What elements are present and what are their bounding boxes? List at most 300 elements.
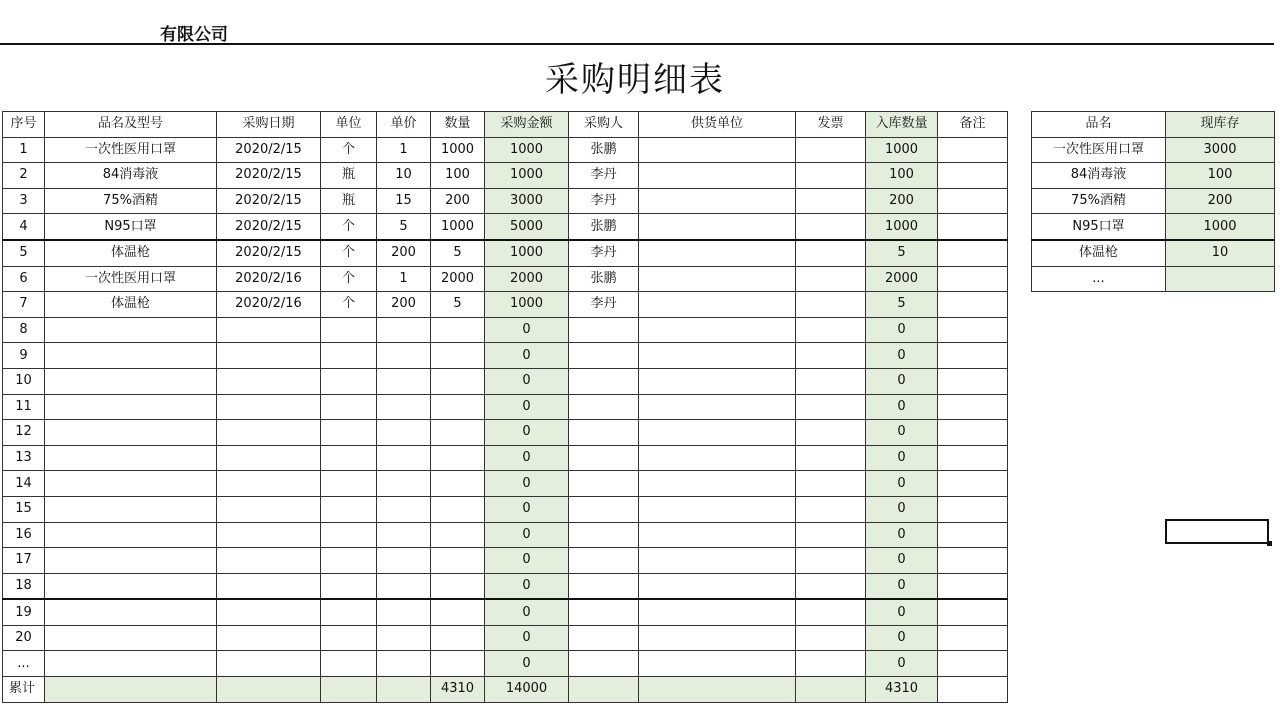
table-cell[interactable] bbox=[938, 240, 1008, 266]
table-cell[interactable] bbox=[321, 420, 377, 446]
table-cell[interactable] bbox=[569, 445, 639, 471]
table-cell[interactable] bbox=[217, 471, 321, 497]
stock-cell[interactable]: 10 bbox=[1166, 240, 1275, 266]
table-cell[interactable] bbox=[217, 420, 321, 446]
table-cell[interactable]: 瓶 bbox=[321, 188, 377, 214]
table-cell[interactable]: 体温枪 bbox=[45, 292, 217, 318]
table-cell[interactable] bbox=[639, 163, 796, 189]
table-cell[interactable]: 0 bbox=[485, 599, 569, 625]
table-cell[interactable] bbox=[45, 420, 217, 446]
table-cell[interactable] bbox=[938, 496, 1008, 522]
table-cell[interactable]: 200 bbox=[377, 240, 431, 266]
total-row bbox=[3, 677, 1008, 703]
table-cell[interactable] bbox=[377, 394, 431, 420]
table-cell[interactable]: 李丹 bbox=[569, 188, 639, 214]
table-cell[interactable] bbox=[796, 548, 866, 574]
header-cell[interactable]: 品名及型号 bbox=[45, 112, 217, 138]
table-cell[interactable] bbox=[321, 317, 377, 343]
table-cell[interactable] bbox=[639, 573, 796, 599]
table-cell[interactable]: 5000 bbox=[485, 214, 569, 240]
table-cell[interactable] bbox=[377, 625, 431, 651]
table-cell[interactable] bbox=[321, 573, 377, 599]
table-cell[interactable]: 11 bbox=[3, 394, 45, 420]
table-cell[interactable] bbox=[431, 317, 485, 343]
table-cell[interactable]: 0 bbox=[866, 522, 938, 548]
table-cell[interactable]: 2020/2/16 bbox=[217, 292, 321, 318]
table-cell[interactable]: 0 bbox=[485, 368, 569, 394]
table-cell[interactable]: 个 bbox=[321, 137, 377, 163]
header-cell[interactable]: 单价 bbox=[377, 112, 431, 138]
stock-cell[interactable]: N95口罩 bbox=[1032, 214, 1166, 240]
table-cell[interactable]: 15 bbox=[377, 188, 431, 214]
table-cell[interactable]: 2000 bbox=[431, 266, 485, 292]
table-cell[interactable]: 0 bbox=[485, 394, 569, 420]
table-cell[interactable] bbox=[938, 599, 1008, 625]
table-cell[interactable] bbox=[321, 496, 377, 522]
table-cell[interactable]: 5 bbox=[377, 214, 431, 240]
table-cell[interactable]: 1000 bbox=[485, 163, 569, 189]
table-cell[interactable]: 1 bbox=[3, 137, 45, 163]
table-cell[interactable]: 3 bbox=[3, 188, 45, 214]
table-cell[interactable]: 个 bbox=[321, 240, 377, 266]
table-cell[interactable]: 19 bbox=[3, 599, 45, 625]
table-cell[interactable] bbox=[938, 188, 1008, 214]
table-cell[interactable] bbox=[639, 266, 796, 292]
table-cell[interactable]: 0 bbox=[866, 420, 938, 446]
table-row bbox=[3, 651, 1008, 677]
stock-cell[interactable]: ... bbox=[1032, 266, 1166, 292]
table-cell[interactable]: 0 bbox=[485, 573, 569, 599]
table-cell[interactable] bbox=[569, 677, 639, 703]
table-cell[interactable]: 1 bbox=[377, 266, 431, 292]
table-cell[interactable]: 1000 bbox=[485, 137, 569, 163]
table-cell[interactable] bbox=[796, 292, 866, 318]
table-cell[interactable]: 0 bbox=[485, 522, 569, 548]
table-cell[interactable] bbox=[569, 599, 639, 625]
table-cell[interactable] bbox=[217, 548, 321, 574]
stock-cell[interactable]: 84消毒液 bbox=[1032, 163, 1166, 189]
fill-handle[interactable] bbox=[1267, 541, 1272, 546]
table-cell[interactable]: 0 bbox=[485, 471, 569, 497]
table-cell[interactable] bbox=[938, 292, 1008, 318]
table-cell[interactable] bbox=[796, 651, 866, 677]
table-cell[interactable]: 200 bbox=[377, 292, 431, 318]
table-cell[interactable]: 0 bbox=[485, 651, 569, 677]
table-cell[interactable] bbox=[796, 599, 866, 625]
table-cell[interactable] bbox=[938, 548, 1008, 574]
table-cell[interactable] bbox=[796, 471, 866, 497]
header-cell[interactable]: 备注 bbox=[938, 112, 1008, 138]
table-cell[interactable] bbox=[431, 651, 485, 677]
table-cell[interactable] bbox=[639, 188, 796, 214]
table-cell[interactable] bbox=[569, 343, 639, 369]
table-cell[interactable]: 0 bbox=[866, 625, 938, 651]
table-cell[interactable]: 0 bbox=[866, 471, 938, 497]
table-cell[interactable]: 14 bbox=[3, 471, 45, 497]
table-cell[interactable] bbox=[938, 651, 1008, 677]
table-cell[interactable]: 9 bbox=[3, 343, 45, 369]
table-cell[interactable] bbox=[938, 522, 1008, 548]
table-cell[interactable] bbox=[569, 368, 639, 394]
table-cell[interactable]: 0 bbox=[866, 651, 938, 677]
table-cell[interactable]: 15 bbox=[3, 496, 45, 522]
header-cell[interactable]: 数量 bbox=[431, 112, 485, 138]
table-cell[interactable] bbox=[431, 599, 485, 625]
table-cell[interactable]: 2000 bbox=[866, 266, 938, 292]
table-cell[interactable]: 李丹 bbox=[569, 163, 639, 189]
table-cell[interactable] bbox=[217, 573, 321, 599]
table-cell[interactable] bbox=[431, 343, 485, 369]
table-cell[interactable] bbox=[639, 496, 796, 522]
table-cell[interactable]: 4310 bbox=[431, 677, 485, 703]
table-cell[interactable] bbox=[377, 522, 431, 548]
stock-cell[interactable]: 1000 bbox=[1166, 214, 1275, 240]
table-cell[interactable] bbox=[938, 163, 1008, 189]
table-cell[interactable]: 0 bbox=[485, 420, 569, 446]
header-cell[interactable]: 序号 bbox=[3, 112, 45, 138]
table-cell[interactable]: 5 bbox=[3, 240, 45, 266]
table-cell[interactable] bbox=[639, 625, 796, 651]
table-cell[interactable] bbox=[639, 471, 796, 497]
table-cell[interactable]: 75%酒精 bbox=[45, 188, 217, 214]
table-cell[interactable] bbox=[938, 573, 1008, 599]
table-cell[interactable]: 2000 bbox=[485, 266, 569, 292]
table-cell[interactable]: 6 bbox=[3, 266, 45, 292]
table-cell[interactable]: 2020/2/15 bbox=[217, 137, 321, 163]
table-cell[interactable] bbox=[217, 677, 321, 703]
table-cell[interactable] bbox=[431, 548, 485, 574]
table-cell[interactable] bbox=[796, 445, 866, 471]
table-cell[interactable]: 累计 bbox=[3, 677, 45, 703]
table-cell[interactable] bbox=[45, 651, 217, 677]
table-cell[interactable] bbox=[377, 496, 431, 522]
table-cell[interactable] bbox=[569, 471, 639, 497]
table-cell[interactable]: 1000 bbox=[431, 214, 485, 240]
table-cell[interactable] bbox=[569, 548, 639, 574]
table-cell[interactable] bbox=[321, 625, 377, 651]
table-cell[interactable]: 0 bbox=[866, 343, 938, 369]
table-cell[interactable] bbox=[377, 548, 431, 574]
table-cell[interactable] bbox=[217, 625, 321, 651]
table-cell[interactable]: 1000 bbox=[866, 137, 938, 163]
table-cell[interactable] bbox=[377, 651, 431, 677]
table-cell[interactable] bbox=[639, 137, 796, 163]
table-cell[interactable] bbox=[321, 599, 377, 625]
table-cell[interactable] bbox=[45, 677, 217, 703]
table-cell[interactable] bbox=[639, 677, 796, 703]
table-cell[interactable] bbox=[569, 573, 639, 599]
stock-cell[interactable]: 体温枪 bbox=[1032, 240, 1166, 266]
table-cell[interactable]: 一次性医用口罩 bbox=[45, 266, 217, 292]
table-cell[interactable] bbox=[217, 496, 321, 522]
table-cell[interactable]: 4310 bbox=[866, 677, 938, 703]
table-cell[interactable]: 17 bbox=[3, 548, 45, 574]
stock-row-4 bbox=[1032, 240, 1275, 266]
table-cell[interactable] bbox=[217, 599, 321, 625]
table-cell[interactable]: 200 bbox=[431, 188, 485, 214]
table-cell[interactable]: 20 bbox=[3, 625, 45, 651]
table-cell[interactable] bbox=[431, 522, 485, 548]
table-cell[interactable] bbox=[45, 394, 217, 420]
table-cell[interactable]: 0 bbox=[866, 573, 938, 599]
table-row bbox=[3, 599, 1008, 625]
table-cell[interactable]: ... bbox=[3, 651, 45, 677]
table-cell[interactable] bbox=[45, 343, 217, 369]
table-cell[interactable] bbox=[639, 368, 796, 394]
table-cell[interactable] bbox=[569, 625, 639, 651]
table-cell[interactable]: 李丹 bbox=[569, 240, 639, 266]
table-cell[interactable]: 1000 bbox=[431, 137, 485, 163]
table-cell[interactable] bbox=[938, 137, 1008, 163]
table-cell[interactable] bbox=[217, 368, 321, 394]
table-cell[interactable] bbox=[45, 522, 217, 548]
selected-cell[interactable] bbox=[1165, 519, 1269, 544]
table-cell[interactable] bbox=[217, 445, 321, 471]
table-cell[interactable] bbox=[431, 394, 485, 420]
table-cell[interactable] bbox=[796, 266, 866, 292]
table-cell[interactable] bbox=[377, 471, 431, 497]
table-cell[interactable]: 个 bbox=[321, 266, 377, 292]
table-cell[interactable] bbox=[796, 163, 866, 189]
table-cell[interactable] bbox=[639, 599, 796, 625]
table-cell[interactable]: 张鹏 bbox=[569, 137, 639, 163]
table-cell[interactable]: 0 bbox=[485, 625, 569, 651]
table-cell[interactable] bbox=[321, 445, 377, 471]
table-cell[interactable] bbox=[321, 522, 377, 548]
table-cell[interactable]: 0 bbox=[866, 445, 938, 471]
header-cell[interactable]: 采购日期 bbox=[217, 112, 321, 138]
table-cell[interactable] bbox=[45, 625, 217, 651]
table-cell[interactable] bbox=[796, 573, 866, 599]
table-cell[interactable] bbox=[321, 343, 377, 369]
table-cell[interactable]: 张鹏 bbox=[569, 214, 639, 240]
table-cell[interactable] bbox=[45, 573, 217, 599]
header-cell[interactable]: 采购金额 bbox=[485, 112, 569, 138]
table-cell[interactable]: 2020/2/15 bbox=[217, 214, 321, 240]
table-cell[interactable]: 3000 bbox=[485, 188, 569, 214]
table-cell[interactable] bbox=[569, 420, 639, 446]
table-cell[interactable]: 李丹 bbox=[569, 292, 639, 318]
table-cell[interactable]: 0 bbox=[866, 599, 938, 625]
table-cell[interactable]: 2020/2/15 bbox=[217, 188, 321, 214]
table-cell[interactable]: 瓶 bbox=[321, 163, 377, 189]
table-cell[interactable]: 2 bbox=[3, 163, 45, 189]
table-cell[interactable] bbox=[639, 394, 796, 420]
header-cell[interactable]: 供货单位 bbox=[639, 112, 796, 138]
table-cell[interactable] bbox=[639, 420, 796, 446]
table-cell[interactable] bbox=[217, 522, 321, 548]
table-cell[interactable]: 0 bbox=[866, 394, 938, 420]
table-cell[interactable] bbox=[45, 317, 217, 343]
table-cell[interactable]: 0 bbox=[866, 317, 938, 343]
table-cell[interactable]: 10 bbox=[377, 163, 431, 189]
table-cell[interactable]: 13 bbox=[3, 445, 45, 471]
table-cell[interactable] bbox=[796, 496, 866, 522]
table-cell[interactable] bbox=[796, 214, 866, 240]
table-row bbox=[3, 368, 1008, 394]
table-cell[interactable] bbox=[796, 343, 866, 369]
table-cell[interactable]: 16 bbox=[3, 522, 45, 548]
table-cell[interactable]: 0 bbox=[866, 368, 938, 394]
table-cell[interactable] bbox=[377, 599, 431, 625]
table-cell[interactable] bbox=[639, 240, 796, 266]
table-cell[interactable]: 0 bbox=[485, 496, 569, 522]
table-cell[interactable]: 84消毒液 bbox=[45, 163, 217, 189]
table-cell[interactable] bbox=[321, 471, 377, 497]
table-cell[interactable]: 张鹏 bbox=[569, 266, 639, 292]
table-cell[interactable] bbox=[45, 368, 217, 394]
header-cell[interactable]: 采购人 bbox=[569, 112, 639, 138]
table-cell[interactable]: 18 bbox=[3, 573, 45, 599]
table-cell[interactable]: 5 bbox=[431, 240, 485, 266]
table-cell[interactable] bbox=[639, 214, 796, 240]
table-cell[interactable]: 8 bbox=[3, 317, 45, 343]
table-cell[interactable] bbox=[569, 651, 639, 677]
table-cell[interactable] bbox=[938, 471, 1008, 497]
table-cell[interactable]: 1000 bbox=[866, 214, 938, 240]
table-cell[interactable] bbox=[217, 651, 321, 677]
table-cell[interactable] bbox=[639, 292, 796, 318]
table-cell[interactable] bbox=[796, 188, 866, 214]
table-cell[interactable] bbox=[569, 394, 639, 420]
table-cell[interactable]: 7 bbox=[3, 292, 45, 318]
stock-header-cell[interactable]: 品名 bbox=[1032, 112, 1166, 138]
table-cell[interactable] bbox=[639, 522, 796, 548]
table-cell[interactable] bbox=[431, 420, 485, 446]
table-cell[interactable] bbox=[796, 394, 866, 420]
table-cell[interactable] bbox=[938, 343, 1008, 369]
table-cell[interactable] bbox=[938, 368, 1008, 394]
table-cell[interactable]: 5 bbox=[866, 292, 938, 318]
header-cell[interactable]: 单位 bbox=[321, 112, 377, 138]
table-cell[interactable]: 100 bbox=[431, 163, 485, 189]
stock-cell[interactable]: 75%酒精 bbox=[1032, 188, 1166, 214]
table-cell[interactable] bbox=[796, 420, 866, 446]
table-cell[interactable] bbox=[639, 317, 796, 343]
table-cell[interactable]: 2020/2/15 bbox=[217, 163, 321, 189]
table-cell[interactable] bbox=[217, 317, 321, 343]
table-cell[interactable] bbox=[796, 137, 866, 163]
header-cell[interactable]: 发票 bbox=[796, 112, 866, 138]
table-cell[interactable] bbox=[431, 471, 485, 497]
table-cell[interactable] bbox=[377, 445, 431, 471]
table-cell[interactable] bbox=[45, 445, 217, 471]
table-cell[interactable] bbox=[45, 496, 217, 522]
table-cell[interactable] bbox=[796, 368, 866, 394]
table-cell[interactable]: 0 bbox=[485, 548, 569, 574]
table-cell[interactable] bbox=[377, 368, 431, 394]
table-cell[interactable] bbox=[796, 522, 866, 548]
table-cell[interactable]: 100 bbox=[866, 163, 938, 189]
table-cell[interactable] bbox=[938, 445, 1008, 471]
table-cell[interactable] bbox=[938, 625, 1008, 651]
table-cell[interactable] bbox=[938, 394, 1008, 420]
table-cell[interactable] bbox=[938, 266, 1008, 292]
table-cell[interactable] bbox=[569, 496, 639, 522]
table-cell[interactable]: N95口罩 bbox=[45, 214, 217, 240]
table-cell[interactable] bbox=[639, 445, 796, 471]
table-cell[interactable] bbox=[217, 394, 321, 420]
table-cell[interactable] bbox=[321, 651, 377, 677]
table-cell[interactable] bbox=[431, 496, 485, 522]
table-cell[interactable]: 200 bbox=[866, 188, 938, 214]
table-cell[interactable] bbox=[796, 677, 866, 703]
table-cell[interactable] bbox=[217, 343, 321, 369]
table-cell[interactable] bbox=[796, 317, 866, 343]
table-cell[interactable]: 0 bbox=[866, 548, 938, 574]
table-cell[interactable] bbox=[431, 573, 485, 599]
table-cell[interactable] bbox=[45, 471, 217, 497]
stock-cell[interactable]: 3000 bbox=[1166, 137, 1275, 163]
table-cell[interactable] bbox=[796, 240, 866, 266]
table-cell[interactable] bbox=[639, 651, 796, 677]
table-cell[interactable] bbox=[796, 625, 866, 651]
table-cell[interactable]: 一次性医用口罩 bbox=[45, 137, 217, 163]
table-cell[interactable]: 12 bbox=[3, 420, 45, 446]
table-cell[interactable] bbox=[938, 317, 1008, 343]
table-cell[interactable] bbox=[321, 548, 377, 574]
table-cell[interactable]: 0 bbox=[485, 343, 569, 369]
table-cell[interactable]: 0 bbox=[485, 445, 569, 471]
table-cell[interactable]: 个 bbox=[321, 292, 377, 318]
table-cell[interactable] bbox=[377, 420, 431, 446]
table-cell[interactable] bbox=[938, 677, 1008, 703]
table-cell[interactable] bbox=[639, 343, 796, 369]
table-cell[interactable] bbox=[938, 420, 1008, 446]
table-cell[interactable] bbox=[321, 394, 377, 420]
table-cell[interactable]: 1000 bbox=[485, 240, 569, 266]
table-cell[interactable] bbox=[938, 214, 1008, 240]
table-cell[interactable]: 5 bbox=[431, 292, 485, 318]
table-cell[interactable]: 10 bbox=[3, 368, 45, 394]
table-cell[interactable] bbox=[321, 677, 377, 703]
table-cell[interactable]: 0 bbox=[485, 317, 569, 343]
table-cell[interactable]: 4 bbox=[3, 214, 45, 240]
stock-cell[interactable]: 100 bbox=[1166, 163, 1275, 189]
stock-cell[interactable]: 200 bbox=[1166, 188, 1275, 214]
table-cell[interactable]: 5 bbox=[866, 240, 938, 266]
table-cell[interactable]: 0 bbox=[866, 496, 938, 522]
stock-header-cell[interactable]: 现库存 bbox=[1166, 112, 1275, 138]
table-cell[interactable]: 14000 bbox=[485, 677, 569, 703]
table-cell[interactable] bbox=[431, 625, 485, 651]
table-cell[interactable] bbox=[45, 599, 217, 625]
table-cell[interactable]: 1 bbox=[377, 137, 431, 163]
table-cell[interactable] bbox=[569, 317, 639, 343]
table-cell[interactable]: 个 bbox=[321, 214, 377, 240]
table-cell[interactable]: 2020/2/15 bbox=[217, 240, 321, 266]
table-cell[interactable] bbox=[569, 522, 639, 548]
table-cell[interactable] bbox=[639, 548, 796, 574]
table-cell[interactable] bbox=[431, 445, 485, 471]
header-row bbox=[3, 112, 1008, 138]
stock-cell[interactable] bbox=[1166, 266, 1275, 292]
header-cell[interactable]: 入库数量 bbox=[866, 112, 938, 138]
table-cell[interactable] bbox=[377, 573, 431, 599]
stock-header-row bbox=[1032, 112, 1275, 138]
table-row bbox=[3, 163, 1008, 189]
table-cell[interactable] bbox=[377, 677, 431, 703]
table-cell[interactable] bbox=[377, 317, 431, 343]
table-cell[interactable]: 2020/2/16 bbox=[217, 266, 321, 292]
table-cell[interactable]: 1000 bbox=[485, 292, 569, 318]
table-cell[interactable] bbox=[431, 368, 485, 394]
table-cell[interactable] bbox=[377, 343, 431, 369]
table-cell[interactable] bbox=[321, 368, 377, 394]
table-cell[interactable]: 体温枪 bbox=[45, 240, 217, 266]
stock-cell[interactable]: 一次性医用口罩 bbox=[1032, 137, 1166, 163]
table-cell[interactable] bbox=[45, 548, 217, 574]
